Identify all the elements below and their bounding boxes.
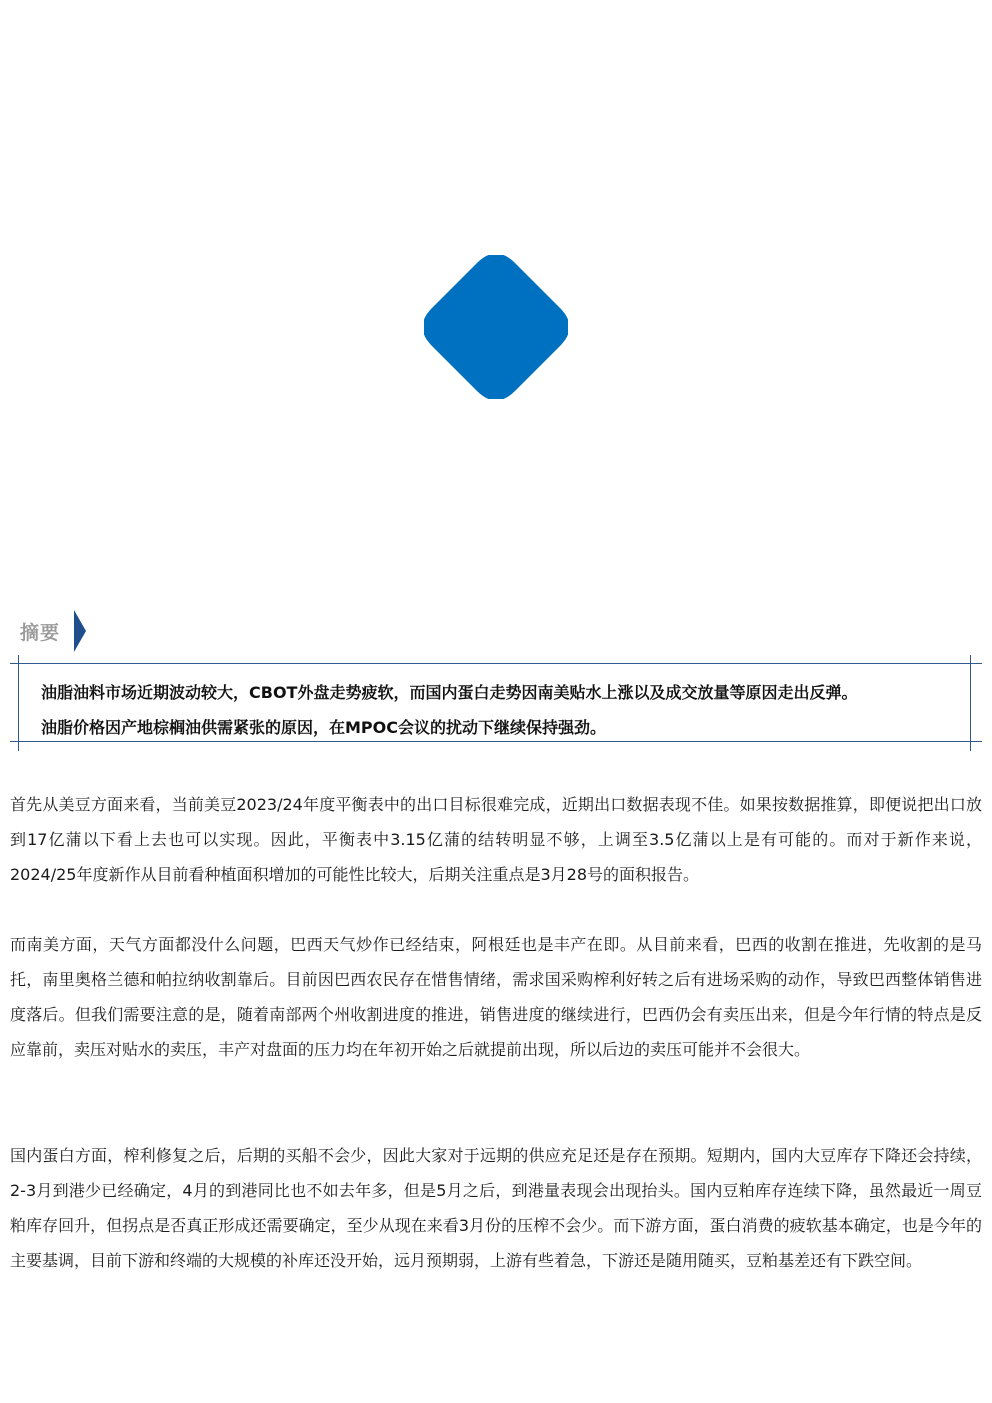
summary-top-rule (10, 663, 982, 664)
summary-label: 摘要 (20, 621, 61, 644)
blue-diamond-logo-icon (424, 255, 568, 399)
paragraph-domestic-protein: 国内蛋白方面，榨利修复之后，后期的买船不会少，因此大家对于远期的供应充足还是存在预期。短期内，国内大豆库存下降还会持续，2-3月到港少已经确定，4月的到港同比也不如去年多，但是5月之后，到港量表现会出现抬头。国内豆粕库存连续下降，虽然最近一周豆粕库存回升，但拐点是否真正形成还需要确定，至少从现在来看3月份的压榨不会少。而下游方面，蛋白消费的疲软基本确定，也是今年的主要基调，目前下游和终端的大规模的补库还没开始，远月预期弱，上游有些着急，下游还是随用随买，豆粕基差还有下跌空间。 (10, 1146, 982, 1270)
summary-text (41, 675, 971, 745)
paragraph-us-soybeans: 首先从美豆方面来看，当前美豆2023/24年度平衡表中的出口目标很难完成，近期出口数据表现不佳。如果按数据推算，即便说把出口放到17亿蒲以下看上去也可以实现。因此，平衡表中3.15亿蒲的结转明显不够，上调至3.5亿蒲以上是有可能的。而对于新作来说，2024/25年度新作从目前看种植面积增加的可能性比较大，后期关注重点是3月28号的面积报告。 (10, 795, 982, 884)
paragraph-south-america: 而南美方面，天气方面都没什么问题，巴西天气炒作已经结束，阿根廷也是丰产在即。从目前来看，巴西的收割在推进，先收割的是马托，南里奥格兰德和帕拉纳收割靠后。目前因巴西农民存在惜售情绪，需求国采购榨利好转之后有进场采购的动作，导致巴西整体销售进度落后。但我们需要注意的是，随着南部两个州收割进度的推进，销售进度的继续进行，巴西仍会有卖压出来，但是今年行情的特点是反应靠前，卖压对贴水的卖压，丰产对盘面的压力均在年初开始之后就提前出现，所以后边的卖压可能并不会很大。 (10, 935, 982, 1059)
summary-line: 油脂价格因产地棕榈油供需紧张的原因，在MPOC会议的扰动下继续保持强劲。 (41, 718, 606, 737)
summary-line: 油脂油料市场近期波动较大，CBOT外盘走势疲软，而国内蛋白走势因南美贴水上涨以及成交放量等原因走出反弹。 (41, 683, 858, 702)
summary-left-rule (18, 655, 19, 751)
summary-box (10, 655, 982, 751)
chevron-right-icon (74, 610, 86, 652)
summary-heading (20, 610, 86, 652)
